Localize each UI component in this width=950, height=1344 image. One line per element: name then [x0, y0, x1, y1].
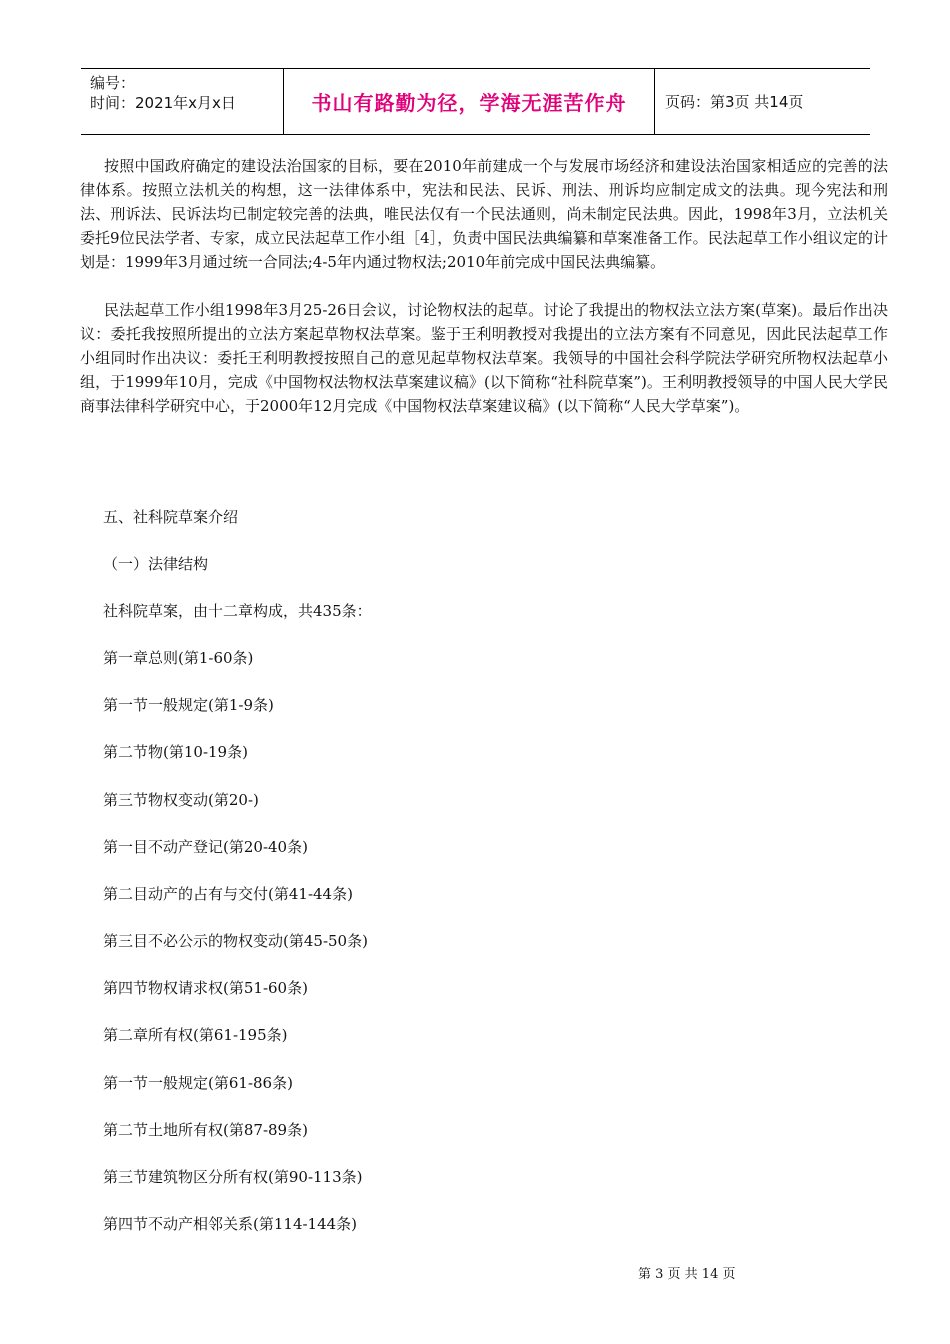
list-item: 第三节物权变动(第20-)	[103, 791, 259, 809]
header-motto-cell	[283, 69, 655, 134]
document-number-label: 编号：	[90, 74, 136, 92]
document-header	[81, 68, 870, 135]
list-item: 第四节不动产相邻关系(第114-144条)	[103, 1215, 358, 1233]
list-item: 第三目不必公示的物权变动(第45-50条)	[103, 932, 368, 950]
list-item: 第二章所有权(第61-195条)	[103, 1026, 288, 1044]
header-motto: 书山有路勤为径，学海无涯苦作舟	[311, 91, 627, 115]
list-item: 第二节土地所有权(第87-89条)	[103, 1121, 308, 1139]
paragraph: 民法起草工作小组1998年3月25-26日会议，讨论物权法的起草。讨论了我提出的物权法立法方案(草案)。最后作出决议：委托我按照所提出的立法方案起草物权法草案。鉴于王利明教授对我提出的立法方案有不同意见，因此民法起草工作小组同时作出决议：委托王利明教授按照自己的意见起草物权法草案。我领导的中国社会科学院法学研究所物权法起草小组，于1999年10月，完成《中国物权法物权法草案建议稿》(以下简称“社科院草案”)。王利明教授领导的中国人民大学民商事法律科学研究中心，于2000年12月完成《中国物权法草案建议稿》(以下简称“人民大学草案”)。	[80, 301, 888, 415]
body-text	[80, 154, 888, 418]
list-item: 社科院草案，由十二章构成，共435条：	[103, 602, 372, 620]
section-heading: 五、社科院草案介绍	[103, 508, 239, 526]
list-item: 第一节一般规定(第1-9条)	[103, 696, 274, 714]
list-item: 第二目动产的占有与交付(第41-44条)	[103, 885, 353, 903]
subsection-heading: （一）法律结构	[103, 555, 209, 573]
list-item: 第一目不动产登记(第20-40条)	[103, 838, 308, 856]
list-item: 第三节建筑物区分所有权(第90-113条)	[103, 1168, 363, 1186]
list-item: 第一章总则(第1-60条)	[103, 649, 254, 667]
list-item: 第二节物(第10-19条)	[103, 743, 248, 761]
list-item: 第四节物权请求权(第51-60条)	[103, 979, 308, 997]
list-item: 第一节一般规定(第61-86条)	[103, 1074, 293, 1092]
header-meta	[81, 69, 283, 134]
header-page-cell	[655, 69, 870, 134]
document-date: 时间：2021年x月x日	[90, 94, 236, 112]
page-footer: 第 3 页 共 14 页	[638, 1267, 736, 1282]
paragraph: 按照中国政府确定的建设法治国家的目标，要在2010年前建成一个与发展市场经济和建设法治国家相适应的完善的法律体系。按照立法机关的构想，这一法律体系中，宪法和民法、民诉、刑法、刑诉均应制定成文的法典。现今宪法和刑法、刑诉法、民诉法均已制定较完善的法典，唯民法仅有一个民法通则，尚未制定民法典。因此，1998年3月，立法机关委托9位民法学者、专家，成立民法起草工作小组［4］，负责中国民法典编纂和草案准备工作。民法起草工作小组议定的计划是：1999年3月通过统一合同法;4-5年内通过物权法;2010年前完成中国民法典编纂。	[80, 157, 888, 271]
header-page-info: 页码：第3页 共14页	[665, 93, 804, 111]
